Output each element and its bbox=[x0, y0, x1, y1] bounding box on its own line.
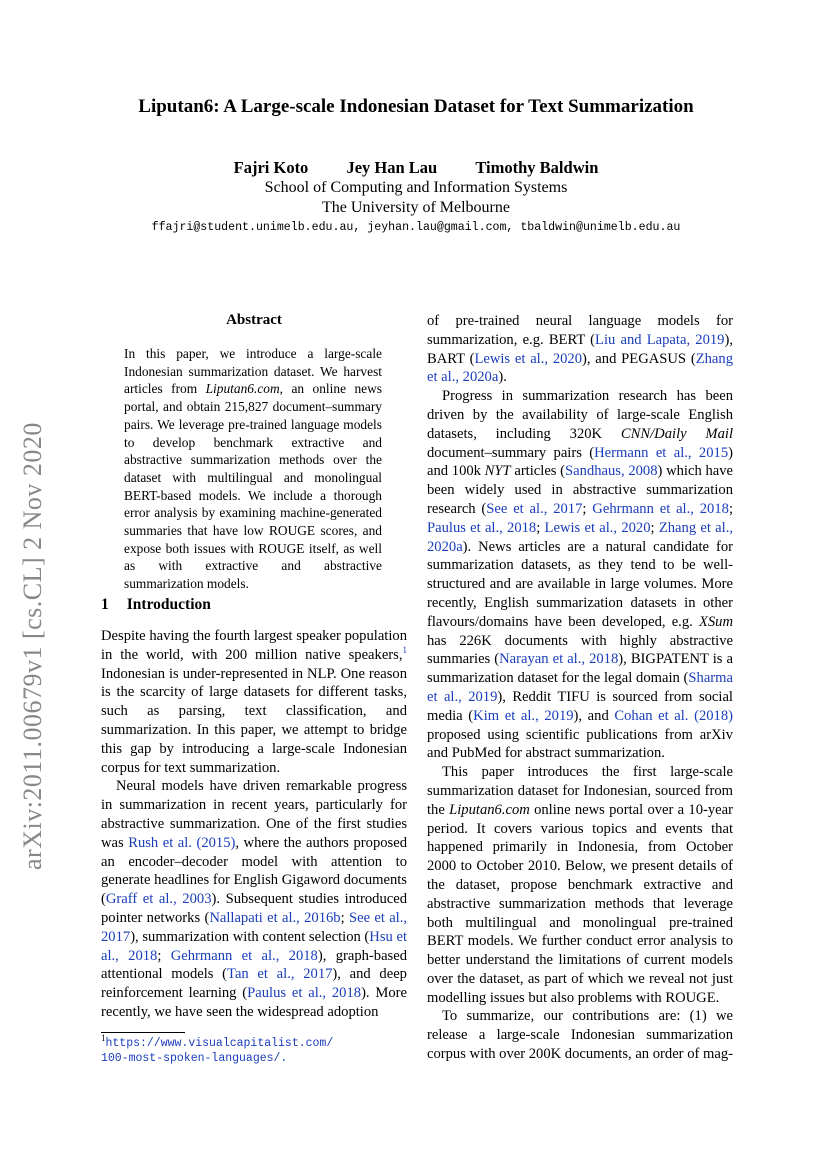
citation-link[interactable]: Gehrmann et al., 2018 bbox=[592, 500, 729, 517]
citation-link[interactable]: Zhang et al., 2020a bbox=[427, 519, 733, 555]
section-title: Introduction bbox=[126, 596, 211, 613]
section-number: 1 bbox=[101, 596, 109, 613]
paper-title: Liputan6: A Large-scale Indonesian Dataset for Text Summarization bbox=[138, 96, 694, 117]
footnote-marker: 1 bbox=[101, 1033, 106, 1044]
citation-link[interactable]: Kim et al., 2019 bbox=[473, 707, 574, 724]
citation-link[interactable]: Lewis et al., 2020 bbox=[544, 519, 651, 536]
affiliation-line: The University of Melbourne bbox=[322, 199, 510, 216]
paragraph: To summarize, our contributions are: (1) we release a large-scale Indonesian summarization corpus with over 200K documents, an order of mag- bbox=[427, 1008, 733, 1063]
citation-link[interactable]: Zhang et al., 2020a bbox=[427, 350, 733, 386]
abstract-heading: Abstract bbox=[226, 312, 282, 328]
author-name: Jey Han Lau bbox=[346, 158, 438, 177]
author-emails: ffajri@student.unimelb.edu.au, jeyhan.lau@gmail.com, tbaldwin@unimelb.edu.au bbox=[151, 221, 681, 234]
footnote-url[interactable]: https://www.visualcapitalist.com/ bbox=[105, 1037, 334, 1050]
citation-link[interactable]: Nallapati et al., 2016b bbox=[209, 909, 341, 926]
section-heading bbox=[101, 596, 211, 614]
citation-link[interactable]: Hsu et al., 2018 bbox=[101, 928, 407, 964]
abstract-body: In this paper, we introduce a large-scale Indonesian summarization dataset. We harvest articles from Liputan6.com, an online news portal, and obtain 215,827 document–summary pairs. We leverage pre-trained language models to develop benchmark extractive and abstractive summarization methods over the dataset with multilingual and monolingual BERT-based models. We include a thorough error analysis by examining machine-generated summaries that have low ROUGE scores, and expose both issues with ROUGE itself, as well as with extractive and abstractive summarization models. bbox=[124, 346, 382, 592]
footnote-url-continued[interactable]: 100-most-spoken-languages/. bbox=[101, 1052, 288, 1065]
intro-left-column bbox=[101, 627, 407, 1022]
author-list bbox=[60, 158, 772, 178]
paragraph: Progress in summarization research has been driven by the availability of large-scale English datasets, including 320K CNN/Daily Mail document–summary pairs (Hermann et al., 2015) and 100k NYT articles (Sandhaus, 2008) which have been widely used in abstractive summarization research (See et al., 2017; Gehrmann et al., 2018; Paulus et al., 2018; Lewis et al., 2020; Zhang et al., 2020a). News articles are a natural candidate for summarization datasets, as they tend to be well-structured and are available in large volumes. More recently, English summarization datasets in other flavours/domains have been developed, e.g. XSum has 226K documents with highly abstractive summaries (Narayan et al., 2018), BIGPATENT is a summarization dataset for the legal domain (Sharma et al., 2019), Reddit TIFU is sourced from social media (Kim et al., 2019), and Cohan et al. (2018) proposed using scientific publications from arXiv and PubMed for abstract summarization. bbox=[427, 388, 734, 762]
citation-link[interactable]: Tan et al., 2017 bbox=[227, 966, 333, 983]
author-name: Fajri Koto bbox=[233, 158, 309, 177]
citation-link[interactable]: Gehrmann et al., 2018 bbox=[170, 947, 318, 964]
paragraph: of pre-trained neural language models for summarization, e.g. BERT (Liu and Lapata, 2019), BART (Lewis et al., 2020), and PEGASUS (Zhang et al., 2020a). bbox=[427, 313, 733, 386]
citation-link[interactable]: Paulus et al., 2018 bbox=[427, 519, 537, 536]
citation-link[interactable]: Paulus et al., 2018 bbox=[247, 985, 362, 1002]
citation-link[interactable]: Sharma et al., 2019 bbox=[427, 670, 733, 705]
citation-link[interactable]: Lewis et al., 2020 bbox=[474, 350, 583, 367]
citation-link[interactable]: See et al., 2017 bbox=[101, 909, 408, 945]
affiliation-line: School of Computing and Information Systems bbox=[264, 179, 568, 196]
paragraph: Despite having the fourth largest speaker population in the world, with 200 million native speakers,$^1$ Indonesian is under-represented in NLP. One reason is the scarcity of large datasets for different tasks, such as parsing, text classification, and summarization. In this paper, we attempt to bridge this gap by introducing a large-scale Indonesian corpus for text summarization. bbox=[101, 628, 407, 776]
footnote-divider bbox=[101, 1032, 185, 1033]
citation-link[interactable]: Hermann et al., 2015 bbox=[594, 444, 729, 461]
citation-link[interactable]: See et al., 2017 bbox=[486, 500, 583, 517]
citation-link[interactable]: Cohan et al. (2018) bbox=[614, 707, 733, 724]
intro-right-column bbox=[427, 312, 733, 1064]
footnote bbox=[101, 1033, 407, 1066]
citation-link[interactable]: Graff et al., 2003 bbox=[105, 891, 212, 908]
author-name: Timothy Baldwin bbox=[475, 158, 599, 177]
citation-link[interactable]: Rush et al. (2015) bbox=[128, 834, 236, 851]
citation-link[interactable]: Narayan et al., 2018 bbox=[499, 651, 619, 668]
paragraph: This paper introduces the first large-scale summarization dataset for Indonesian, sourced from the Liputan6.com online news portal over a 10-year period. It covers various topics and events that happened primarily in Indonesia, from October 2000 to October 2010. Below, we present details of the dataset, propose benchmark extractive and abstractive summarization methods that leverage both multilingual and monolingual pre-trained BERT models. We further conduct error analysis to better understand the limitations of current models over the dataset, as part of which we reveal not just modelling issues but also problems with ROUGE. bbox=[427, 764, 734, 1006]
citation-link[interactable]: Sandhaus, 2008 bbox=[565, 463, 658, 480]
citation-link[interactable]: Liu and Lapata, 2019 bbox=[595, 331, 725, 348]
paragraph: Neural models have driven remarkable progress in summarization in recent years, particularly for abstractive summarization. One of the first studies was Rush et al. (2015), where the authors proposed an encoder–decoder model with attention to generate headlines for English Gigaword documents (Graff et al., 2003). Subsequent studies introduced pointer networks (Nallapati et al., 2016b; See et al., 2017), summarization with content selection (Hsu et al., 2018; Gehrmann et al., 2018), graph-based attentional models (Tan et al., 2017), and deep reinforcement learning (Paulus et al., 2018). More recently, we have seen the widespread adoption bbox=[101, 778, 408, 1020]
arxiv-identifier: arXiv:2011.00679v1 [cs.CL] 2 Nov 2020 bbox=[18, 422, 47, 870]
